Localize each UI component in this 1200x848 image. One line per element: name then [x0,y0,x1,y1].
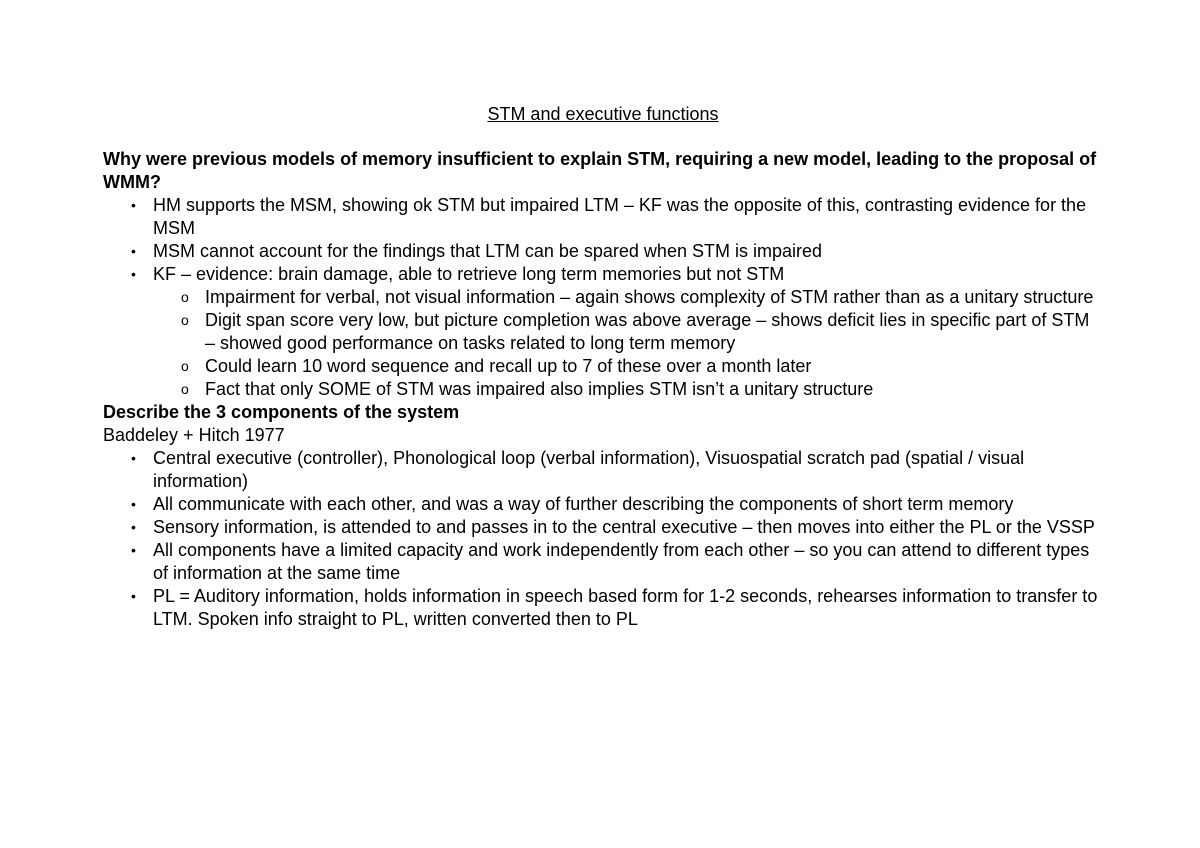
bullet-marker: • [131,588,136,604]
sub-list-item [181,355,1103,378]
sub-list-item-text: Could learn 10 word sequence and recall up to 7 of these over a month later [205,356,812,376]
bullet-list-1 [103,194,1103,401]
sub-list-item [181,286,1103,309]
sub-list-item-text: Impairment for verbal, not visual information – again shows complexity of STM rather than as a unitary structure [205,287,1094,307]
list-item [131,240,1103,263]
citation: Baddeley + Hitch 1977 [103,425,285,445]
document-title: STM and executive functions [487,104,719,124]
sub-bullet-marker: o [181,289,189,305]
bullet-marker: • [131,519,136,535]
sub-list-item [181,378,1103,401]
question-heading-2: Describe the 3 components of the system [103,402,460,422]
list-item [131,447,1103,493]
list-item-text: PL = Auditory information, holds information in speech based form for 1-2 seconds, rehearses information to transfer to LTM. Spoken info straight to PL, written converted then to PL [153,586,1098,629]
list-item [131,263,1103,401]
sub-bullet-marker: o [181,358,189,374]
list-item [131,516,1103,539]
sub-bullet-marker: o [181,381,189,397]
sub-list-item [181,309,1103,355]
sub-bullet-list [153,286,1103,401]
list-item [131,194,1103,240]
question-heading-1: Why were previous models of memory insufficient to explain STM, requiring a new model, leading to the proposal of WMM? [103,149,1097,192]
list-item-text: MSM cannot account for the findings that LTM can be spared when STM is impaired [153,241,822,261]
list-item-text: All components have a limited capacity and work independently from each other – so you can attend to different types of information at the same time [153,540,1090,583]
bullet-marker: • [131,450,136,466]
document-page [103,103,1103,631]
bullet-list-2 [103,447,1103,631]
sub-list-item-text: Fact that only SOME of STM was impaired also implies STM isn’t a unitary structure [205,379,874,399]
list-item-text: Sensory information, is attended to and passes in to the central executive – then moves into either the PL or the VSSP [153,517,1095,537]
bullet-marker: • [131,197,136,213]
bullet-marker: • [131,266,136,282]
list-item [131,539,1103,585]
bullet-marker: • [131,243,136,259]
list-item [131,585,1103,631]
sub-list-item-text: Digit span score very low, but picture completion was above average – shows deficit lies in specific part of STM – showed good performance on tasks related to long term memory [205,310,1090,353]
list-item-text: KF – evidence: brain damage, able to retrieve long term memories but not STM [153,264,785,284]
sub-bullet-marker: o [181,312,189,328]
list-item-text: All communicate with each other, and was a way of further describing the components of short term memory [153,494,1014,514]
list-item-text: HM supports the MSM, showing ok STM but impaired LTM – KF was the opposite of this, contrasting evidence for the MSM [153,195,1087,238]
list-item [131,493,1103,516]
list-item-text: Central executive (controller), Phonological loop (verbal information), Visuospatial scratch pad (spatial / visual information) [153,448,1025,491]
bullet-marker: • [131,496,136,512]
bullet-marker: • [131,542,136,558]
